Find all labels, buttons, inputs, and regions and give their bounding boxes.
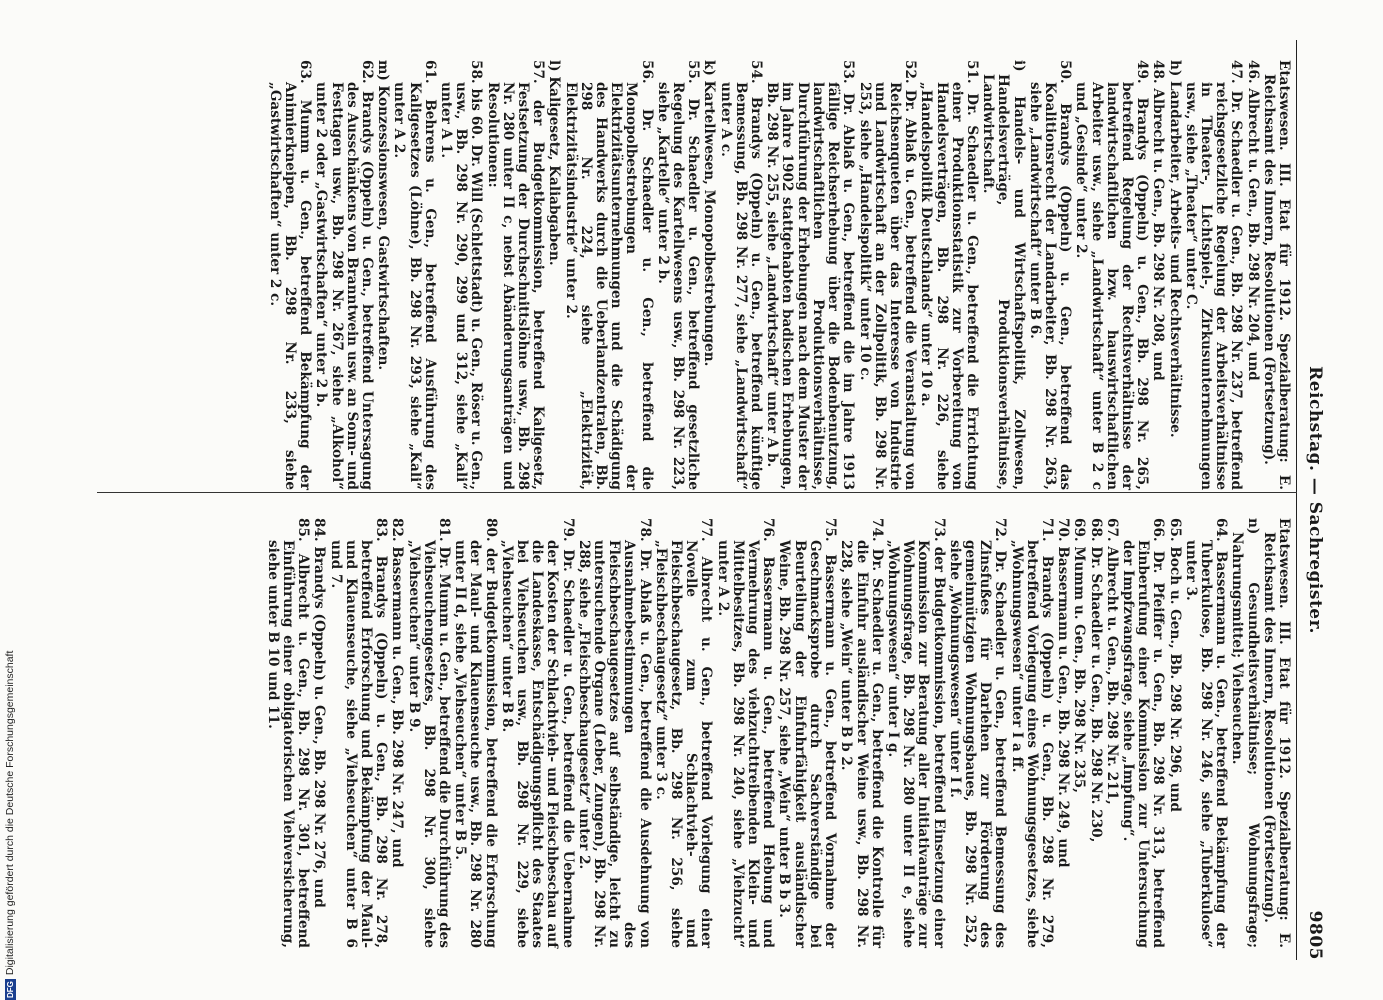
left-column-entry: 47. Dr. Schaedler u. Gen., Bb. 298 Nr. 237, betreffend reichsgesetzliche Regelung der Arbeitsverhältnisse in Theater-, Lichtspiel-, Zirkusunternehmungen usw., siehe „Theater“ unter C.: [1182, 60, 1245, 490]
right-column-entry: 67. Albrecht u. Gen., Bb. 298 Nr. 211,: [1103, 518, 1120, 805]
left-column-entry: 58. bis 60. Dr. Will (Schlettstadt) u. Gen., Röser u. Gen., usw., Bb. 298 Nr. 290, 299 und 312, siehe „Kali“ unter A 1.: [438, 60, 485, 490]
right-column-entry: 79. Dr. Schaedler u. Gen., betreffend die Uebernahme der Kosten der Schlachtvieh- und Fleischbeschau auf die Landeskasse, Entschädigungspflicht des Staates bei Viehseuchen usw., Bb. 298 Nr. 229, siehe „Viehseuchen“ unter B 8.: [498, 518, 576, 948]
right-column-entry: n) Gesundheitsverhältnisse; Wohnungsfrage; Nahrungsmittel; Viehseuchen.: [1229, 518, 1261, 948]
left-column-entry: k) Kartellwesen, Monopolbestrebungen.: [701, 60, 718, 367]
left-column-entry: h) Landarbeiter, Arbeits- und Rechtsverhältnisse.: [1166, 60, 1183, 438]
left-column-entry: m) Konzessionswesen, Gastwirtschaften.: [375, 60, 392, 371]
left-column-entry: 62. Brandys (Oppeln) u. Gen., betreffend Untersagung des Ausschänkens von Branntwein usw. an Sonn- und Festtagen usw., Bb. 298 Nr. 267, siehe „Alkohol“ unter 2 oder „Gastwirtschaften“ unter 2 b.: [313, 60, 376, 490]
left-column-entry: l) Kaligesetz, Kaliabgaben.: [546, 60, 563, 266]
left-column-entry: 52. Dr. Ablaß u. Gen., betreffend die Veranstaltung von Reichsenqueten über das Interesse von Industrie und Landwirtschaft an der Zollpolitik, Bb. 298 Nr. 253, siehe „Handelspolitik“ unter 10 c.: [856, 60, 919, 490]
right-column-entry: 70. Bassermann u. Gen., Bb. 298 Nr. 249, und: [1055, 518, 1072, 868]
right-column-entry: 75. Bassermann u. Gen., betreffend Vornahme der Geschmacksprobe durch Sachverständige bei Beurteilung der Einfuhrfähigkeit ausländischer Weine, Bb. 298 Nr. 257, siehe „Wein“ unter B b 3.: [776, 518, 839, 948]
right-column-entry: 85. Albrecht u. Gen., Bb. 298 Nr. 301, betreffend Einführung einer obligatorischen Viehversicherung, siehe unter B 10 und 11.: [264, 518, 312, 948]
right-column-entry: 68. Dr. Schaedler u. Gen., Bb. 298 Nr. 230,: [1087, 518, 1104, 843]
page-number: 9805: [1305, 910, 1325, 960]
column-divider: [97, 492, 1297, 493]
running-title: Reichstag. — Sachregister.: [1305, 366, 1325, 634]
left-column-entry: 50. Brandys (Oppeln) u. Gen., betreffend das Koalitionsrecht der Landarbeiter, Bb. 298 Nr. 263, siehe „Landwirtschaft“ unter B 6.: [1026, 60, 1074, 490]
right-column-entry: 69. Mumm u. Gen., Bb. 298 Nr. 235,: [1071, 518, 1088, 793]
left-column-entry: i) Handels- und Wirtschaftspolitik, Zollwesen, Handelsverträge, Produktionsverhältnisse, Landwirtschaft.: [980, 60, 1027, 490]
right-column-entry: 84. Brandys (Oppeln) u. Gen., Bb. 298 Nr. 276, und: [311, 518, 328, 908]
right-column-entry: 66. Dr. Pfeiffer u. Gen., Bb. 298 Nr. 313, betreffend Einberufung einer Kommission zur Untersuchung der Impfzwangsfrage, siehe „Impfung“.: [1119, 518, 1167, 948]
header-rule: [1296, 40, 1297, 960]
right-column-entry: 82. Bassermann u. Gen., Bb. 298 Nr. 247, und: [389, 518, 406, 868]
left-column-entry: Etatswesen. III. Etat für 1912. Spezialberatung: E. Reichsamt des Innern, Resolutionen (Fortsetzung).: [1260, 60, 1292, 490]
right-column-entry: 77. Albrecht u. Gen., betreffend Vorlegung einer Novelle zum Schlachtvieh- und Fleischbeschaugesetz, Bb. 298 Nr. 256, siehe „Fleischbeschaugesetz“ unter 3 c.: [652, 518, 715, 948]
right-column-entry: 73. der Budgetkommission, betreffend Einsetzung einer Kommission zur Beratung aller Initiativanträge zur Wohnungsfrage, Bb. 298 Nr. 280 unter II e, siehe „Wohnungswesen“ unter I g.: [884, 518, 947, 948]
right-column-entry: 78. Dr. Ablaß u. Gen., betreffend die Ausdehnung von Ausnahmebestimmungen des Fleischbeschaugesetzes auf selbständige, leicht zu untersuchende Organe (Leber, Zungen), Bb. 298 Nr. 288, siehe „Fleischbeschaugesetz“ unter 2.: [575, 518, 653, 948]
page-header: [1299, 40, 1325, 960]
left-column-entry: 49. Brandys (Oppeln) u. Gen., Bb. 298 Nr. 265, betreffend Regelung der Rechtsverhältnisse der landwirtschaftlichen bzw. hauswirtschaftlichen Arbeiter usw., siehe „Landwirtschaft“ unter B 2 c und „Gesinde“ unter 2.: [1073, 60, 1151, 490]
left-column-entry: 61. Behrens u. Gen., betreffend Ausführung des Kaligesetzes (Löhne), Bb. 298 Nr. 293, siehe „Kali“ unter A 2.: [391, 60, 438, 490]
right-column-entry: 65. Boch u. Gen., Bb. 298 Nr. 296, und: [1166, 518, 1183, 813]
left-column-entry: 56. Dr. Schaedler u. Gen., betreffend die Monopolbestrebungen der Elektrizitätsunternehmungen und die Schädigung des Handwerks durch die Ueberlandzentralen, Bb. 298 Nr. 224, siehe „Elektrizität, Elektrizitätsindustrie“ unter 2.: [562, 60, 655, 490]
left-column: [266, 60, 1291, 490]
left-column-entry: 48. Albrecht u. Gen., Bb. 298 Nr. 208, und: [1150, 60, 1167, 381]
right-column-entry: 64. Bassermann u. Gen., betreffend Bekämpfung der Tuberkulose, Bb. 298 Nr. 246, siehe „Tuberkulose“ unter 3.: [1182, 518, 1230, 948]
left-column-entry: 54. Brandys (Oppeln) u. Gen., betreffend künftige Bemessung, Bb. 298 Nr. 277, siehe „Landwirtschaft“ unter A c.: [717, 60, 765, 490]
digitization-credit: Digitalisierung gefördert durch die Deutsche Forschungsgemeinschaft: [4, 650, 16, 976]
right-column-entry: 80. der Budgetkommission, betreffend die Erforschung der Maul- und Klauenseuche usw., Bb. 298 Nr. 280 unter II d, siehe „Viehseuchen“ unter B 5.: [452, 518, 499, 948]
left-column-entry: 55. Dr. Schaedler u. Gen., betreffend gesetzliche Regelung des Kartellwesens usw., Bb. 298 Nr. 223, siehe „Kartelle“ unter 2 b.: [654, 60, 702, 490]
right-column-entry: 76. Bassermann u. Gen., betreffend Hebung und Vermehrung des viehzuchttreibenden Klein- und Mittelbesitzes, Bb. 298 Nr. 240, siehe „Viehzucht“ unter A 2.: [714, 518, 777, 948]
right-column: [264, 518, 1291, 948]
left-column-entry: 53. Dr. Ablaß u. Gen., betreffend die im Jahre 1913 fällige Reichserhebung über die Bodenbenutzung, landwirtschaftlichen Produktionsverhältnisse, Durchführung der Erhebungen nach dem Muster der im Jahre 1902 stattgehabten badischen Erhebungen, Bb. 298 Nr. 255, siehe „Landwirtschaft“ unter A b.: [764, 60, 857, 490]
left-column-entry: 46. Albrecht u. Gen., Bb. 298 Nr. 204, und: [1244, 60, 1261, 381]
right-column-entry: 81. Dr. Mumm u. Gen., betreffend die Durchführung des Viehseuchengesetzes, Bb. 298 Nr. 300, siehe „Viehseuchen“ unter B 9.: [405, 518, 453, 948]
dfg-credit-strip: [2, 0, 18, 1000]
right-column-entry: 74. Dr. Schaedler u. Gen., betreffend die Kontrolle für die Einfuhr ausländischer Weine usw., Bb. 298 Nr. 228, siehe „Wein“ unter B b 2.: [838, 518, 885, 948]
right-column-entry: 71. Brandys (Oppeln) u. Gen., Bb. 298 Nr. 279, betreffend Vorlegung eines Wohnungsgesetzes, siehe „Wohnungswesen“ unter I a ff.: [1008, 518, 1055, 948]
left-column-entry: 63. Mumm u. Gen., betreffend Bekämpfung der Animierkneipen, Bb. 298 Nr. 233, siehe „Gastwirtschaften“ unter 2 c.: [266, 60, 314, 490]
right-column-entry: 83. Brandys (Oppeln) u. Gen., Bb. 298 Nr. 278, betreffend Erforschung und Bekämpfung der Maul- und Klauenseuche, siehe „Viehseuchen“ unter B 6 und 7.: [327, 518, 390, 948]
right-column-entry: Etatswesen. III. Etat für 1912. Spezialberatung: E. Reichsamt des Innern, Resolutionen (Fortsetzung).: [1260, 518, 1292, 948]
left-column-entry: 51. Dr. Schaedler u. Gen., betreffend die Errichtung einer Produktionsstatistik zur Vorbereitung von Handelsverträgen, Bb. 298 Nr. 226, siehe „Handelspolitik Deutschlands“ unter 10 a.: [918, 60, 980, 490]
left-column-entry: 57. der Budgetkommission, betreffend Kaligesetz, Festsetzung der Durchschnittslöhne usw., Bb. 298 Nr. 280 unter II c, nebst Abänderungsanträgen und Resolutionen:: [484, 60, 547, 490]
right-column-entry: 72. Dr. Schaedler u. Gen., betreffend Bemessung des Zinsfußes für Darlehen zur Förderung des gemeinnützigen Wohnungsbaues, Bb. 298 Nr. 252, siehe „Wohnungswesen“ unter I f.: [946, 518, 1009, 948]
dfg-logo: DFG: [5, 981, 15, 998]
